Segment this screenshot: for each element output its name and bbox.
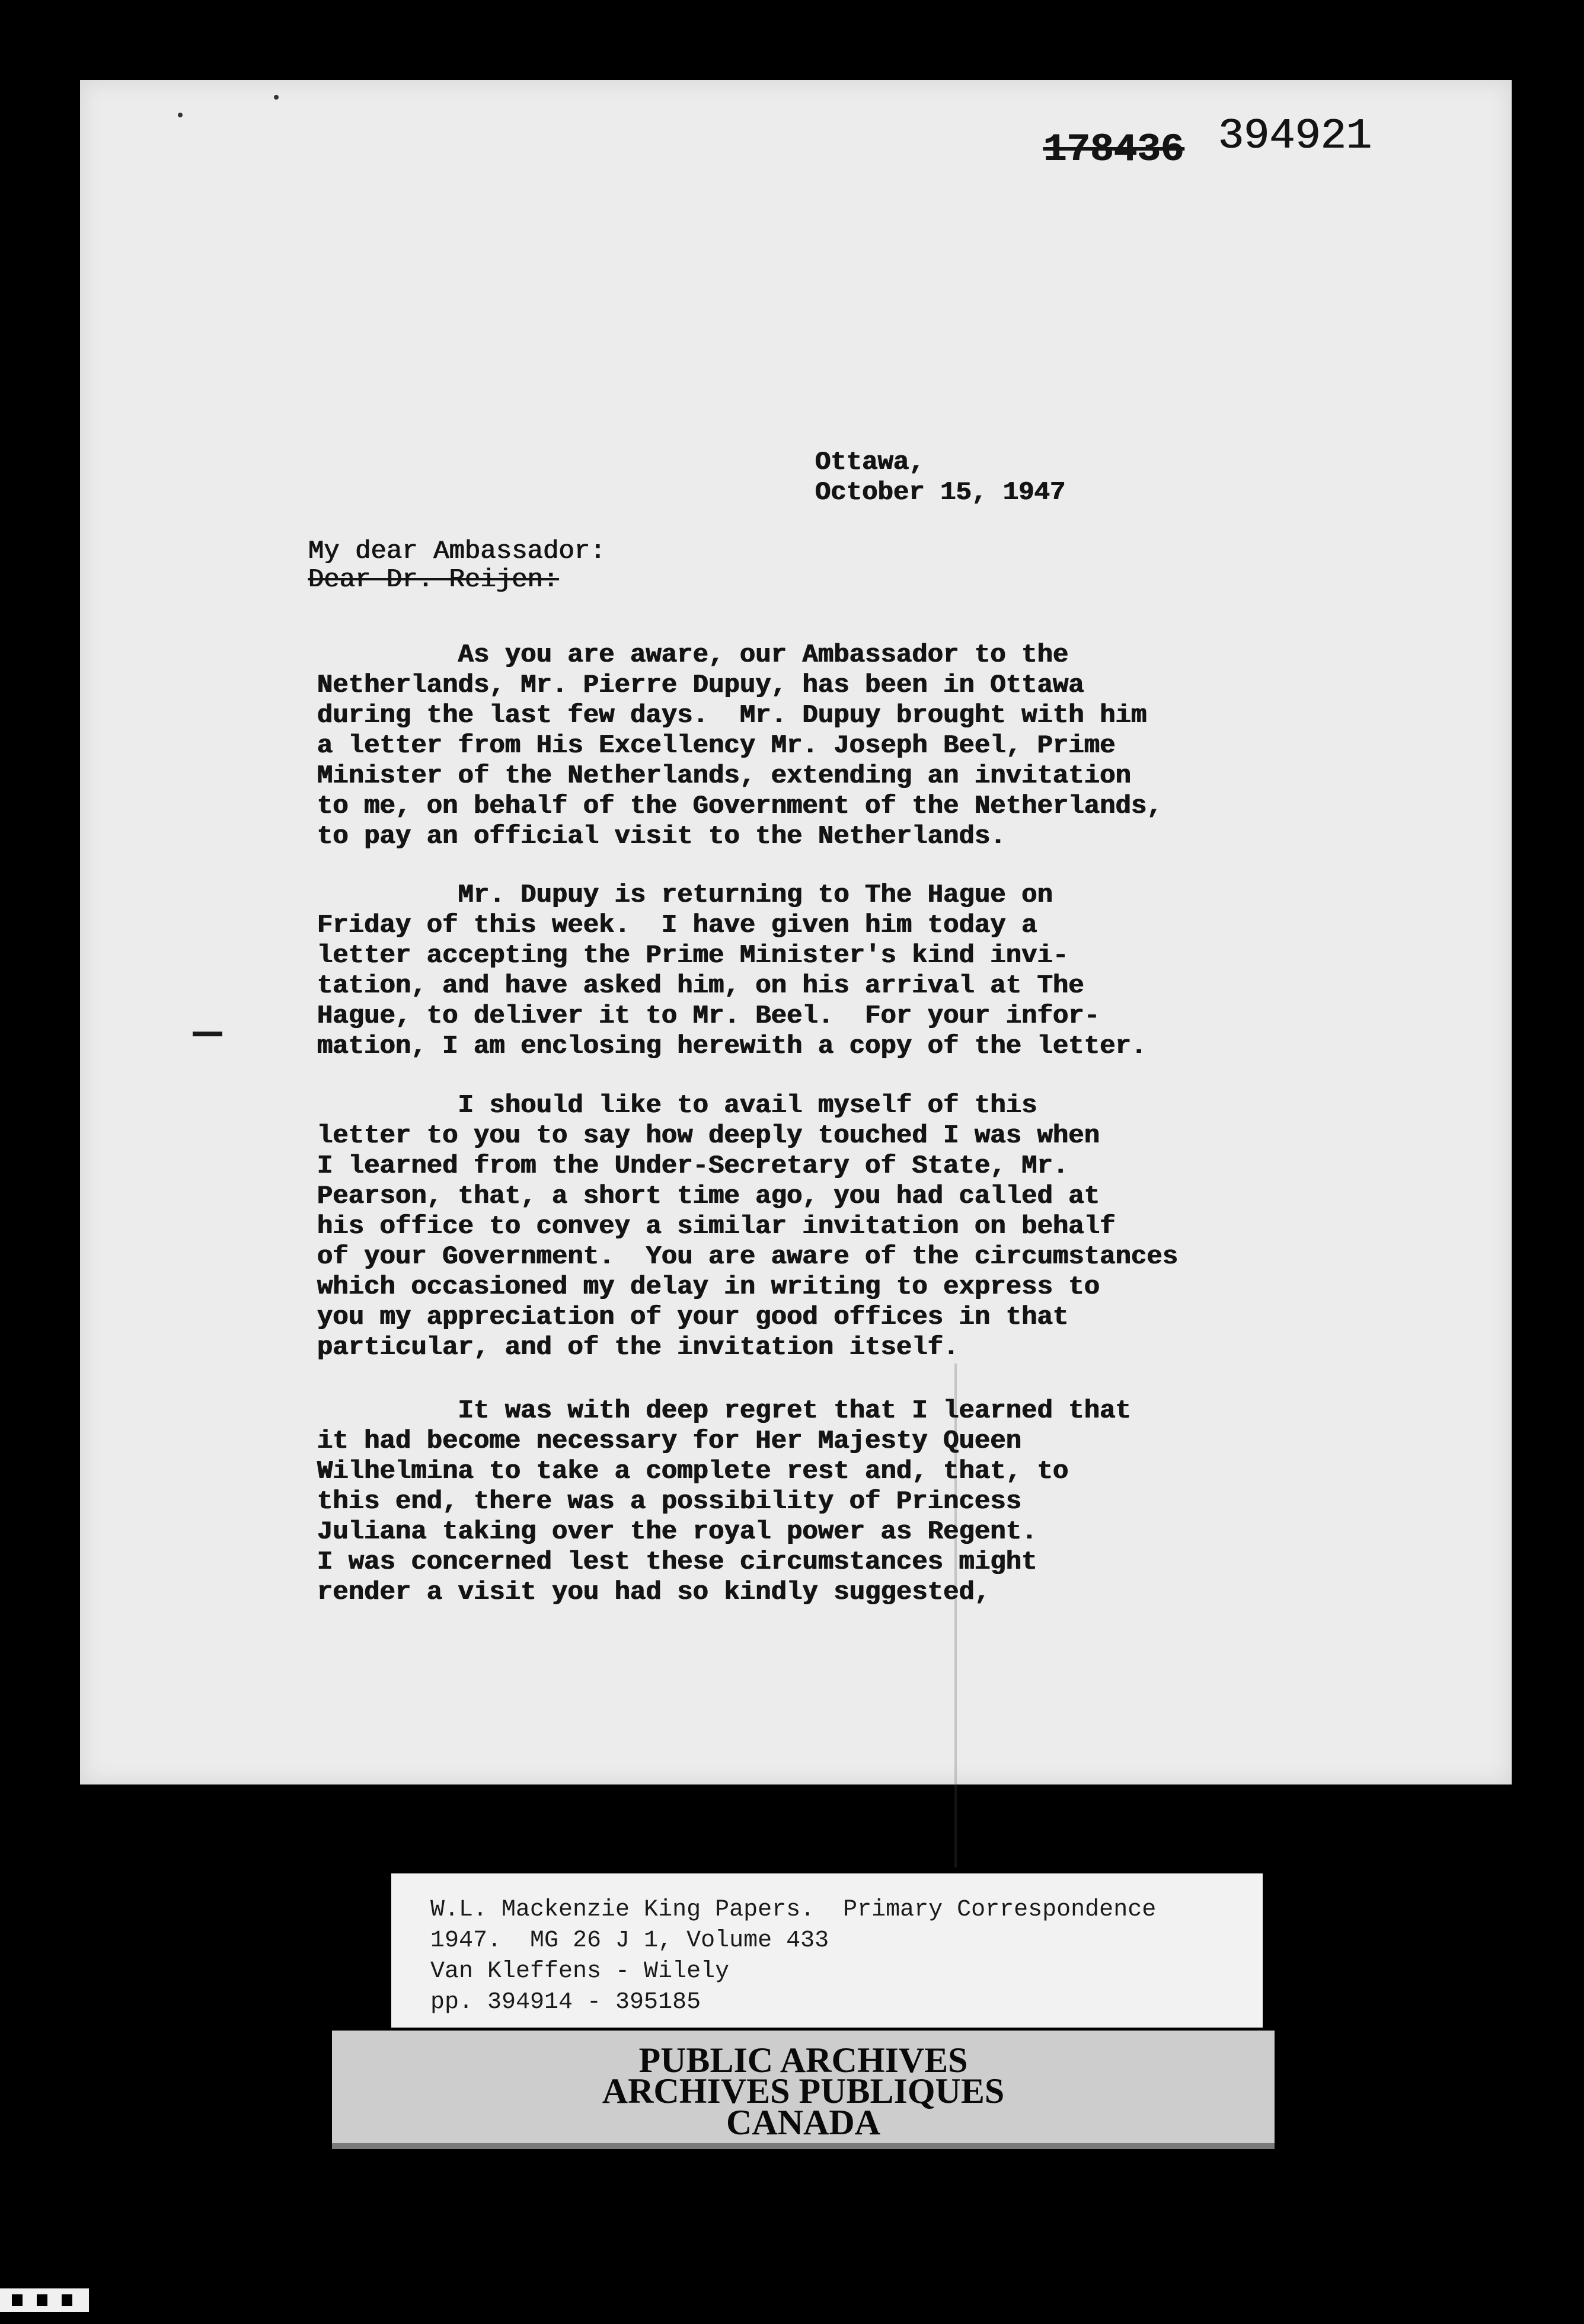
old-reference-number: 178436 bbox=[1043, 127, 1184, 172]
page-mark bbox=[178, 113, 183, 117]
text-line: I learned from the Under-Secretary of State, Mr. bbox=[317, 1151, 1069, 1181]
text-line: Mr. Dupuy is returning to The Hague on bbox=[317, 880, 1053, 910]
text-line: Minister of the Netherlands, extending an invitation bbox=[317, 761, 1132, 791]
text-line: Pearson, that, a short time ago, you had called at bbox=[317, 1182, 1100, 1211]
label-line: Van Kleffens - Wilely bbox=[430, 1958, 730, 1985]
text-line: it had become necessary for Her Majesty Queen bbox=[317, 1426, 1022, 1456]
stamp-line: PUBLIC ARCHIVES bbox=[638, 2041, 968, 2080]
struck-salutation: Dear Dr. Reijen: bbox=[308, 565, 559, 595]
label-line: 1947. MG 26 J 1, Volume 433 bbox=[430, 1927, 829, 1954]
text-line: Wilhelmina to take a complete rest and, that, to bbox=[317, 1457, 1069, 1486]
text-line: render a visit you had so kindly suggested, bbox=[317, 1578, 991, 1607]
label-line: pp. 394914 - 395185 bbox=[430, 1989, 701, 2016]
text-line: of your Government. You are aware of the circumstances bbox=[317, 1242, 1179, 1272]
text-line: Hague, to deliver it to Mr. Beel. For your infor- bbox=[317, 1001, 1100, 1031]
paragraph-3 bbox=[317, 1091, 1325, 1363]
stamp-line: CANADA bbox=[726, 2103, 880, 2142]
text-line: I was concerned lest these circumstances might bbox=[317, 1547, 1037, 1577]
text-line: to me, on behalf of the Government of the Netherlands, bbox=[317, 791, 1163, 821]
text-line: letter accepting the Prime Minister's kind invi- bbox=[317, 941, 1069, 971]
text-line: a letter from His Excellency Mr. Joseph Beel, Prime bbox=[317, 731, 1116, 761]
text-line: which occasioned my delay in writing to express to bbox=[317, 1272, 1100, 1302]
letter-place: Ottawa, bbox=[815, 448, 925, 477]
text-line: tation, and have asked him, on his arrival at The bbox=[317, 971, 1084, 1001]
text-line: I should like to avail myself of this bbox=[317, 1091, 1037, 1120]
paragraph-2 bbox=[317, 880, 1325, 1062]
text-line: his office to convey a similar invitation on behalf bbox=[317, 1212, 1116, 1241]
text-line: Juliana taking over the royal power as Regent. bbox=[317, 1517, 1037, 1547]
label-line: W.L. Mackenzie King Papers. Primary Correspondence bbox=[430, 1897, 1157, 1923]
archive-stamp bbox=[332, 2031, 1275, 2146]
text-line: It was with deep regret that I learned that bbox=[317, 1396, 1132, 1426]
paragraph-1 bbox=[317, 640, 1325, 852]
text-line: to pay an official visit to the Netherlands. bbox=[317, 822, 1006, 851]
film-edge-marker bbox=[0, 2288, 89, 2312]
text-line: Netherlands, Mr. Pierre Dupuy, has been in Ottawa bbox=[317, 671, 1084, 700]
page-mark bbox=[274, 95, 279, 100]
stamp-line: ARCHIVES PUBLIQUES bbox=[602, 2071, 1005, 2111]
text-line: particular, and of the invitation itself. bbox=[317, 1333, 959, 1362]
letter-date: October 15, 1947 bbox=[815, 478, 1066, 507]
stamp-shadow bbox=[332, 2143, 1275, 2149]
paragraph-4 bbox=[317, 1396, 1325, 1608]
text-line: you my appreciation of your good offices in that bbox=[317, 1303, 1069, 1332]
text-line: As you are aware, our Ambassador to the bbox=[317, 640, 1069, 670]
text-line: this end, there was a possibility of Princess bbox=[317, 1487, 1022, 1517]
text-line: mation, I am enclosing herewith a copy of the letter. bbox=[317, 1032, 1147, 1061]
salutation: My dear Ambassador: bbox=[308, 537, 606, 566]
text-line: during the last few days. Mr. Dupuy brought with him bbox=[317, 701, 1147, 730]
reference-number: 394921 bbox=[1218, 112, 1372, 161]
text-line: letter to you to say how deeply touched I was when bbox=[317, 1121, 1100, 1151]
text-line: Friday of this week. I have given him today a bbox=[317, 911, 1037, 940]
archive-reference-label bbox=[391, 1873, 1263, 2028]
margin-mark bbox=[193, 1032, 222, 1036]
